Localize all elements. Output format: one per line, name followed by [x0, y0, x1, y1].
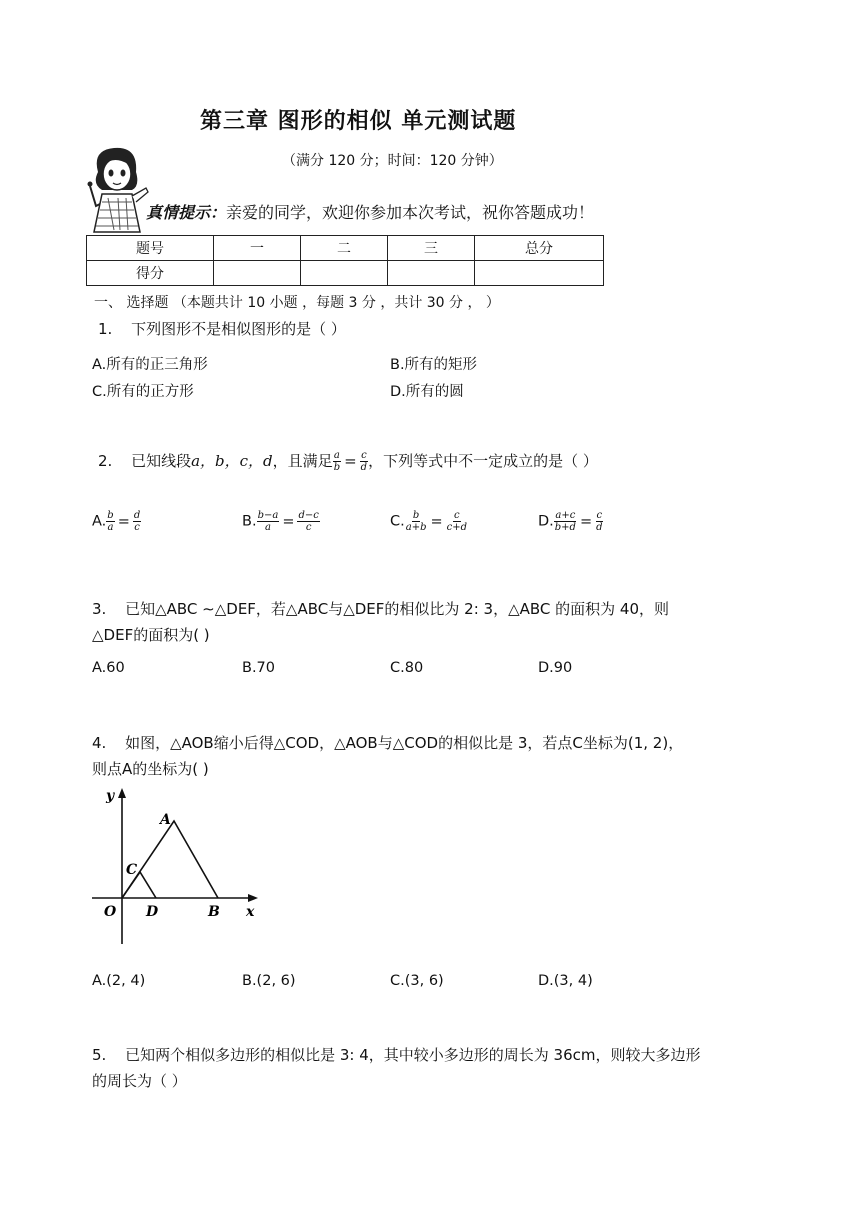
tip-line — [146, 200, 594, 223]
triangle-aob — [122, 821, 218, 898]
tip-text: 亲爱的同学，欢迎你参加本次考试，祝你答题成功！ — [226, 203, 595, 222]
option-a: A. $\frac{b}{a}$ = $\frac{d}{c}$ — [92, 510, 141, 533]
score-cell[interactable] — [475, 261, 604, 286]
question-3 — [92, 598, 669, 619]
score-table — [86, 235, 604, 286]
question-number: 4. — [92, 734, 107, 752]
fraction: $\frac{c}{d}$ — [360, 450, 368, 473]
question-5 — [92, 1044, 701, 1065]
question-text-line2: 则点A的坐标为( ) — [92, 760, 209, 778]
fraction: $\frac{a}{b}$ — [333, 450, 341, 473]
table-header-cell: 二 — [301, 236, 388, 261]
score-cell[interactable] — [301, 261, 388, 286]
page-title: 第三章 图形的相似 单元测试题 — [200, 109, 517, 134]
option-b: B.所有的矩形 — [390, 357, 478, 373]
option-c: C.(3, 6) — [390, 973, 444, 989]
option-c: C.80 — [390, 660, 424, 676]
option-c: C.所有的正方形 — [92, 384, 194, 400]
option-d: D.90 — [538, 660, 573, 676]
point-b-label: B — [208, 904, 220, 920]
table-header-cell: 题号 — [87, 236, 214, 261]
question-number: 5. — [92, 1046, 107, 1064]
question-number: 3. — [92, 600, 107, 618]
option-d: D.所有的圆 — [390, 384, 464, 400]
option-d: D. $\frac{a+c}{b+d}$ = $\frac{c}{d}$ — [538, 510, 603, 533]
question-text: 如图，△AOB缩小后得△COD，△AOB与△COD的相似比是 3，若点C坐标为(1, 2)， — [125, 734, 684, 752]
question-text: 已知△ABC ∼△DEF，若△ABC与△DEF的相似比为 2: 3，△ABC 的面积为 40，则 — [125, 600, 670, 618]
question-4 — [92, 732, 683, 753]
option-b: B.(2, 6) — [242, 973, 296, 989]
question-text-line2: △DEF的面积为( ) — [92, 626, 210, 644]
question-1 — [98, 318, 346, 339]
question-text: 下列图形不是相似图形的是（ ） — [131, 320, 346, 338]
table-header-cell: 三 — [388, 236, 475, 261]
y-axis-label: y — [106, 788, 115, 804]
point-c-label: C — [126, 862, 138, 878]
question-text: ，且满足 — [272, 452, 333, 470]
coordinate-figure — [88, 786, 264, 948]
x-axis-arrow-icon — [248, 894, 258, 902]
option-b: B.70 — [242, 660, 276, 676]
exam-info: （满分 120 分；时间：120 分钟） — [282, 153, 503, 169]
option-a: A.60 — [92, 660, 125, 676]
question-text-line2: 的周长为（ ） — [92, 1072, 187, 1090]
x-axis-label: x — [246, 904, 255, 920]
question-2: 2. 已知线段a，b，c，d，且满足 $\frac{a}{b}$ = $\frac{c}{d}$ ，下列等式中不一定成立的是（ ） — [98, 450, 598, 473]
table-header-cell: 总分 — [475, 236, 604, 261]
y-axis-arrow-icon — [118, 788, 126, 798]
question-number: 2. — [98, 452, 113, 470]
option-a: A.(2, 4) — [92, 973, 146, 989]
question-text: 已知两个相似多边形的相似比是 3: 4，其中较小多边形的周长为 36cm，则较大多边形 — [125, 1046, 701, 1064]
tip-label: 真情提示： — [146, 203, 227, 222]
teacher-cartoon-icon — [84, 142, 150, 234]
question-number: 1. — [98, 320, 113, 338]
option-a: A.所有的正三角形 — [92, 357, 208, 373]
option-d: D.(3, 4) — [538, 973, 593, 989]
question-text: ，下列等式中不一定成立的是（ ） — [368, 452, 598, 470]
table-row-label: 得分 — [87, 261, 214, 286]
table-header-cell: 一 — [214, 236, 301, 261]
section-heading: 一、 选择题 （本题共计 10 小题 ，每题 3 分 ，共计 30 分 ， ） — [94, 295, 500, 311]
question-vars: a，b，c，d — [191, 452, 273, 470]
point-a-label: A — [160, 812, 171, 828]
score-cell[interactable] — [214, 261, 301, 286]
question-text: 已知线段 — [131, 452, 192, 470]
score-cell[interactable] — [388, 261, 475, 286]
option-c: C. $\frac{b}{a+b}$ = $\frac{c}{c+d}$ — [390, 510, 468, 533]
score-table-score-row — [87, 261, 604, 286]
point-o-label: O — [104, 904, 117, 920]
score-table-header-row — [87, 236, 604, 261]
option-b: B. $\frac{b-a}{a}$ = $\frac{d-c}{c}$ — [242, 510, 319, 533]
point-d-label: D — [146, 904, 159, 920]
